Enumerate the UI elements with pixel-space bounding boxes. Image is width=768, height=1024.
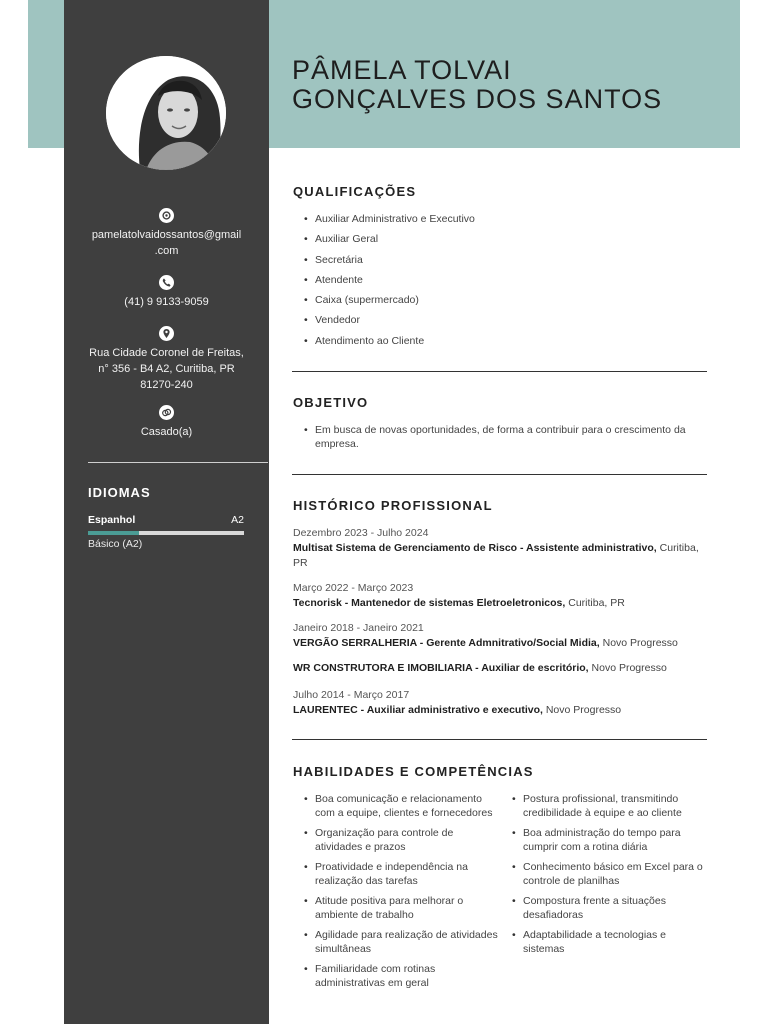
- location-pin-icon: [159, 326, 174, 341]
- language-level: A2: [231, 514, 244, 526]
- list-item: • Boa administração do tempo para cumprir com a rotina diária: [511, 826, 707, 854]
- list-item: • Compostura frente a situações desafiadoras: [511, 894, 707, 922]
- list-item: • Auxiliar Geral: [303, 232, 703, 246]
- objective-text: • Em busca de novas oportunidades, de forma a contribuir para o crescimento da empresa.: [303, 423, 703, 451]
- job-location: Novo Progresso: [602, 637, 678, 649]
- phone-number: (41) 9 9133-9059: [124, 296, 209, 308]
- address-line-1: Rua Cidade Coronel de Freitas,: [89, 347, 244, 359]
- name-line-2: GONÇALVES DOS SANTOS: [292, 84, 663, 114]
- list-item: • Agilidade para realização de atividades simultâneas: [303, 928, 503, 956]
- phone-icon: [159, 275, 174, 290]
- contact-marital-status: [64, 405, 269, 440]
- email-line-2: .com: [154, 245, 179, 257]
- section-divider: [292, 739, 707, 740]
- language-name: Espanhol: [88, 514, 136, 526]
- candidate-name: [292, 56, 662, 114]
- contact-phone[interactable]: [64, 275, 269, 310]
- at-sign-icon: [159, 208, 174, 223]
- contact-address: [64, 326, 269, 393]
- job-location: Novo Progresso: [591, 662, 667, 674]
- language-item: [88, 514, 244, 526]
- rings-icon: [159, 405, 174, 420]
- list-item: • Proatividade e independência na realização das tarefas: [303, 860, 503, 888]
- section-divider: [292, 474, 707, 475]
- list-item: • Vendedor: [303, 313, 703, 327]
- job-location: Novo Progresso: [545, 704, 622, 716]
- list-item: • Atitude positiva para melhorar o ambiente de trabalho: [303, 894, 503, 922]
- list-item: • Secretária: [303, 253, 703, 267]
- skills-list-left: [303, 792, 503, 996]
- address-line-2: n° 356 - B4 A2, Curitiba, PR: [98, 363, 235, 375]
- job-location: Curitiba, PR: [568, 597, 625, 609]
- list-item: • Boa comunicação e relacionamento com a equipe, clientes e fornecedores: [303, 792, 503, 820]
- job-period: Janeiro 2018 - Janeiro 2021: [293, 622, 424, 634]
- job-company: Tecnorisk - Mantenedor de sistemas Eletroeletronicos,: [293, 597, 566, 609]
- section-divider: [292, 371, 707, 372]
- job-entry: [293, 688, 708, 718]
- job-company: VERGÃO SERRALHERIA - Gerente Admnitrativo/Social Midia,: [293, 637, 600, 649]
- profile-photo-image: [106, 56, 226, 170]
- job-entry: [293, 661, 708, 676]
- contact-email[interactable]: [64, 208, 269, 259]
- history-title: HISTÓRICO PROFISSIONAL: [293, 498, 493, 513]
- language-proficiency-fill: [88, 531, 139, 535]
- list-item: • Conhecimento básico em Excel para o controle de planilhas: [511, 860, 707, 888]
- qualifications-list: [303, 212, 703, 354]
- list-item: • Adaptabilidade a tecnologias e sistemas: [511, 928, 707, 956]
- job-company: Multisat Sistema de Gerenciamento de Risco - Assistente administrativo,: [293, 542, 657, 554]
- list-item: • Familiaridade com rotinas administrativas em geral: [303, 962, 503, 990]
- job-company: WR CONSTRUTORA E IMOBILIARIA - Auxiliar de escritório,: [293, 662, 589, 674]
- list-item: • Postura profissional, transmitindo credibilidade à equipe e ao cliente: [511, 792, 707, 820]
- qualifications-title: QUALIFICAÇÕES: [293, 184, 417, 199]
- job-period: Dezembro 2023 - Julho 2024: [293, 527, 429, 539]
- language-proficiency-bar: [88, 531, 244, 535]
- job-period: Março 2022 - Março 2023: [293, 582, 414, 594]
- objective-title: OBJETIVO: [293, 395, 369, 410]
- marital-status: Casado(a): [140, 426, 193, 438]
- job-location: Curitiba, PR: [293, 542, 699, 569]
- sidebar: [64, 0, 269, 1024]
- list-item: • Auxiliar Administrativo e Executivo: [303, 212, 703, 226]
- email-line-1: pamelatolvaidossantos@gmail: [91, 229, 242, 241]
- objective-list: [303, 423, 703, 451]
- list-item: • Caixa (supermercado): [303, 293, 703, 307]
- job-entry: [293, 621, 708, 651]
- skills-list-right: [511, 792, 707, 962]
- languages-title: IDIOMAS: [88, 485, 151, 500]
- job-entry: [293, 526, 708, 571]
- job-company: LAURENTEC - Auxiliar administrativo e executivo,: [293, 704, 543, 716]
- name-line-1: PÂMELA TOLVAI: [292, 55, 512, 85]
- profile-photo: [106, 56, 226, 170]
- list-item: • Atendente: [303, 273, 703, 287]
- skills-title: HABILIDADES E COMPETÊNCIAS: [293, 764, 534, 779]
- job-entry: [293, 581, 708, 611]
- sidebar-divider: [88, 462, 268, 463]
- address-line-3: 81270-240: [140, 379, 193, 391]
- job-period: Julho 2014 - Março 2017: [293, 689, 410, 701]
- list-item: • Atendimento ao Cliente: [303, 334, 703, 348]
- language-description: Básico (A2): [88, 538, 143, 550]
- list-item: • Organização para controle de atividades e prazos: [303, 826, 503, 854]
